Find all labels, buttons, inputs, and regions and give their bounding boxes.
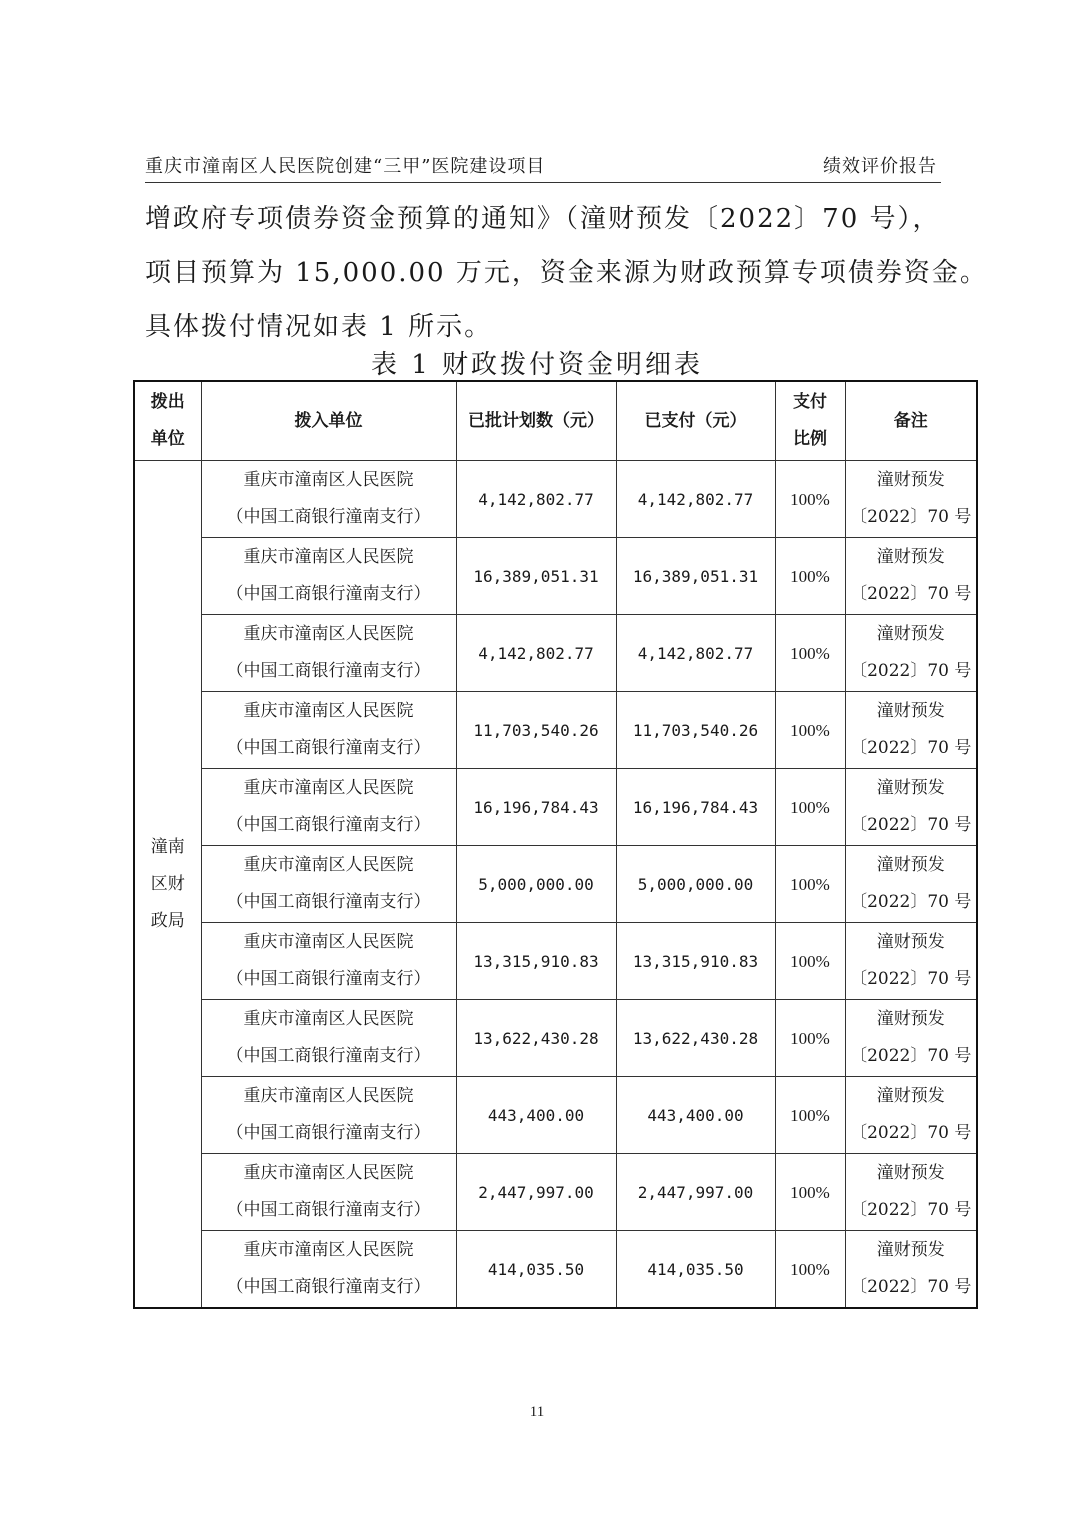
approved-cell: 16,196,784.43 bbox=[456, 769, 616, 846]
in-unit-cell bbox=[201, 1231, 456, 1309]
ratio-cell: 100% bbox=[775, 1231, 845, 1309]
approved-cell: 4,142,802.77 bbox=[456, 615, 616, 692]
table-row bbox=[134, 1000, 977, 1077]
in-unit-bank: （中国工商银行潼南支行） bbox=[226, 1123, 431, 1143]
remark-cell bbox=[845, 846, 977, 923]
remark-line2: 〔2022〕70 号 bbox=[850, 1200, 972, 1220]
remark-line1: 潼财预发 bbox=[876, 855, 945, 875]
remark-line2: 〔2022〕70 号 bbox=[850, 738, 972, 758]
header-in-unit: 拨入单位 bbox=[201, 381, 456, 461]
ratio-cell: 100% bbox=[775, 1000, 845, 1077]
table-row bbox=[134, 538, 977, 615]
header-out-unit-line1: 拨出 bbox=[150, 392, 185, 412]
approved-cell: 2,447,997.00 bbox=[456, 1154, 616, 1231]
remark-cell bbox=[845, 1000, 977, 1077]
in-unit-name: 重庆市潼南区人民医院 bbox=[243, 547, 414, 567]
remark-line1: 潼财预发 bbox=[876, 1163, 945, 1183]
table-row bbox=[134, 461, 977, 538]
in-unit-cell bbox=[201, 615, 456, 692]
remark-cell bbox=[845, 923, 977, 1000]
remark-cell bbox=[845, 461, 977, 538]
paid-cell: 414,035.50 bbox=[616, 1231, 775, 1309]
page-number: 11 bbox=[529, 1404, 545, 1420]
remark-line1: 潼财预发 bbox=[876, 1009, 945, 1029]
in-unit-name: 重庆市潼南区人民医院 bbox=[243, 932, 414, 952]
in-unit-name: 重庆市潼南区人民医院 bbox=[243, 701, 414, 721]
header-approved: 已批计划数（元） bbox=[456, 381, 616, 461]
in-unit-cell bbox=[201, 461, 456, 538]
paid-cell: 13,622,430.28 bbox=[616, 1000, 775, 1077]
table-row bbox=[134, 923, 977, 1000]
approved-cell: 11,703,540.26 bbox=[456, 692, 616, 769]
remark-cell bbox=[845, 1077, 977, 1154]
paid-cell: 4,142,802.77 bbox=[616, 615, 775, 692]
ratio-cell: 100% bbox=[775, 538, 845, 615]
body-paragraph bbox=[145, 192, 988, 354]
header-out-unit-line2: 单位 bbox=[150, 429, 185, 449]
ratio-cell: 100% bbox=[775, 923, 845, 1000]
table-row bbox=[134, 615, 977, 692]
paragraph-line: 增政府专项债券资金预算的通知》（潼财预发〔2022〕70 号）， bbox=[145, 204, 941, 234]
in-unit-cell bbox=[201, 1000, 456, 1077]
remark-line2: 〔2022〕70 号 bbox=[850, 815, 972, 835]
in-unit-name: 重庆市潼南区人民医院 bbox=[243, 1240, 414, 1260]
remark-line1: 潼财预发 bbox=[876, 547, 945, 567]
in-unit-name: 重庆市潼南区人民医院 bbox=[243, 855, 414, 875]
remark-line1: 潼财预发 bbox=[876, 778, 945, 798]
ratio-cell: 100% bbox=[775, 692, 845, 769]
remark-cell bbox=[845, 692, 977, 769]
in-unit-name: 重庆市潼南区人民医院 bbox=[243, 778, 414, 798]
in-unit-bank: （中国工商银行潼南支行） bbox=[226, 1200, 431, 1220]
paid-cell: 16,389,051.31 bbox=[616, 538, 775, 615]
in-unit-bank: （中国工商银行潼南支行） bbox=[226, 1046, 431, 1066]
paid-cell: 13,315,910.83 bbox=[616, 923, 775, 1000]
remark-cell bbox=[845, 769, 977, 846]
in-unit-cell bbox=[201, 923, 456, 1000]
page-header bbox=[145, 150, 941, 183]
header-report-type: 绩效评价报告 bbox=[823, 156, 937, 177]
remark-line1: 潼财预发 bbox=[876, 1086, 945, 1106]
remark-line1: 潼财预发 bbox=[876, 470, 945, 490]
ratio-cell: 100% bbox=[775, 461, 845, 538]
ratio-cell: 100% bbox=[775, 1154, 845, 1231]
table-body bbox=[134, 461, 977, 1309]
remark-line2: 〔2022〕70 号 bbox=[850, 1277, 972, 1297]
in-unit-cell bbox=[201, 846, 456, 923]
approved-cell: 13,315,910.83 bbox=[456, 923, 616, 1000]
ratio-cell: 100% bbox=[775, 1077, 845, 1154]
table-row bbox=[134, 692, 977, 769]
paid-cell: 11,703,540.26 bbox=[616, 692, 775, 769]
in-unit-cell bbox=[201, 769, 456, 846]
paragraph-line: 项目预算为 15,000.00 万元，资金来源为财政预算专项债券资金。 bbox=[145, 258, 988, 288]
in-unit-name: 重庆市潼南区人民医院 bbox=[243, 1163, 414, 1183]
header-ratio-line2: 比例 bbox=[793, 429, 827, 449]
in-unit-bank: （中国工商银行潼南支行） bbox=[226, 969, 431, 989]
table-header-row bbox=[134, 381, 977, 461]
remark-line1: 潼财预发 bbox=[876, 624, 945, 644]
ratio-cell: 100% bbox=[775, 615, 845, 692]
in-unit-cell bbox=[201, 692, 456, 769]
remark-line2: 〔2022〕70 号 bbox=[850, 584, 972, 604]
ratio-cell: 100% bbox=[775, 846, 845, 923]
paid-cell: 443,400.00 bbox=[616, 1077, 775, 1154]
paragraph-line: 具体拨付情况如表 1 所示。 bbox=[145, 312, 493, 342]
header-remark: 备注 bbox=[845, 381, 977, 461]
paid-cell: 2,447,997.00 bbox=[616, 1154, 775, 1231]
table-row bbox=[134, 1154, 977, 1231]
in-unit-name: 重庆市潼南区人民医院 bbox=[243, 1009, 414, 1029]
in-unit-name: 重庆市潼南区人民医院 bbox=[243, 624, 414, 644]
remark-line2: 〔2022〕70 号 bbox=[850, 507, 972, 527]
remark-cell bbox=[845, 538, 977, 615]
ratio-cell: 100% bbox=[775, 769, 845, 846]
remark-line2: 〔2022〕70 号 bbox=[850, 1123, 972, 1143]
fund-allocation-table bbox=[133, 380, 978, 1309]
approved-cell: 13,622,430.28 bbox=[456, 1000, 616, 1077]
in-unit-name: 重庆市潼南区人民医院 bbox=[243, 470, 414, 490]
header-paid: 已支付（元） bbox=[616, 381, 775, 461]
out-unit-line: 政局 bbox=[150, 910, 185, 931]
approved-cell: 16,389,051.31 bbox=[456, 538, 616, 615]
in-unit-name: 重庆市潼南区人民医院 bbox=[243, 1086, 414, 1106]
approved-cell: 414,035.50 bbox=[456, 1231, 616, 1309]
paid-cell: 5,000,000.00 bbox=[616, 846, 775, 923]
remark-line2: 〔2022〕70 号 bbox=[850, 892, 972, 912]
in-unit-bank: （中国工商银行潼南支行） bbox=[226, 507, 431, 527]
table-row bbox=[134, 769, 977, 846]
header-title: 重庆市潼南区人民医院创建“三甲”医院建设项目 bbox=[145, 156, 546, 177]
remark-line2: 〔2022〕70 号 bbox=[850, 1046, 972, 1066]
table-row bbox=[134, 846, 977, 923]
remark-line2: 〔2022〕70 号 bbox=[850, 969, 972, 989]
table-caption: 表 1 财政拨付资金明细表 bbox=[370, 350, 704, 380]
remark-line1: 潼财预发 bbox=[876, 932, 945, 952]
in-unit-cell bbox=[201, 1077, 456, 1154]
in-unit-bank: （中国工商银行潼南支行） bbox=[226, 815, 431, 835]
out-unit-line: 区财 bbox=[150, 873, 185, 894]
in-unit-bank: （中国工商银行潼南支行） bbox=[226, 1277, 431, 1297]
remark-cell bbox=[845, 615, 977, 692]
remark-line1: 潼财预发 bbox=[876, 701, 945, 721]
out-unit-line: 潼南 bbox=[150, 836, 185, 857]
header-ratio bbox=[775, 381, 845, 461]
header-out-unit bbox=[134, 381, 201, 461]
remark-cell bbox=[845, 1154, 977, 1231]
in-unit-cell bbox=[201, 1154, 456, 1231]
approved-cell: 443,400.00 bbox=[456, 1077, 616, 1154]
in-unit-bank: （中国工商银行潼南支行） bbox=[226, 661, 431, 681]
remark-line2: 〔2022〕70 号 bbox=[850, 661, 972, 681]
table-row bbox=[134, 1077, 977, 1154]
in-unit-bank: （中国工商银行潼南支行） bbox=[226, 584, 431, 604]
paid-cell: 16,196,784.43 bbox=[616, 769, 775, 846]
approved-cell: 5,000,000.00 bbox=[456, 846, 616, 923]
out-unit-cell bbox=[134, 461, 201, 1309]
in-unit-bank: （中国工商银行潼南支行） bbox=[226, 738, 431, 758]
approved-cell: 4,142,802.77 bbox=[456, 461, 616, 538]
remark-line1: 潼财预发 bbox=[876, 1240, 945, 1260]
in-unit-cell bbox=[201, 538, 456, 615]
paid-cell: 4,142,802.77 bbox=[616, 461, 775, 538]
table-row bbox=[134, 1231, 977, 1309]
remark-cell bbox=[845, 1231, 977, 1309]
in-unit-bank: （中国工商银行潼南支行） bbox=[226, 892, 431, 912]
header-ratio-line1: 支付 bbox=[793, 392, 827, 412]
